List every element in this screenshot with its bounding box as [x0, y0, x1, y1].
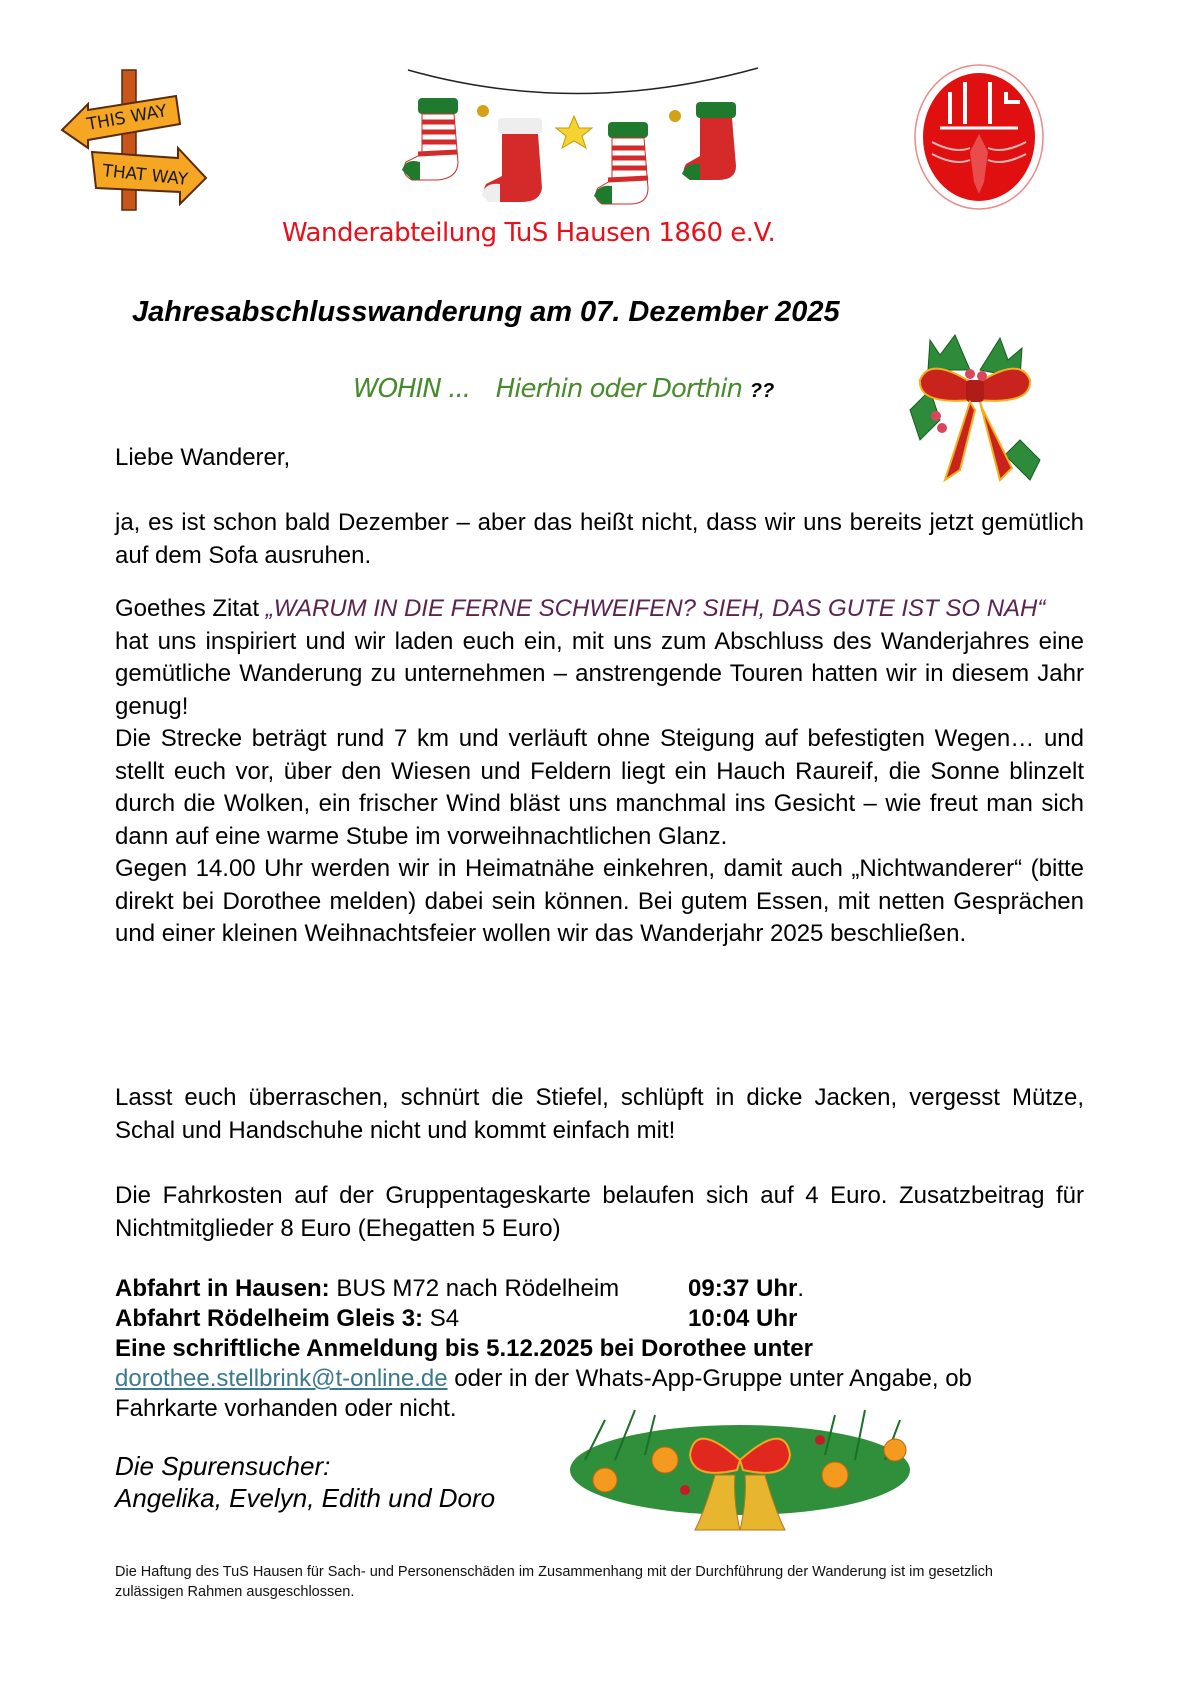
signature — [115, 1450, 495, 1514]
question-marks: ?? — [749, 380, 775, 402]
departure-row-hausen: Abfahrt in Hausen: BUS M72 nach Rödelheim 09:37 Uhr. — [115, 1275, 805, 1302]
signpost-top-text: THIS WAY — [85, 101, 169, 135]
signature-group: Die Spurensucher: — [115, 1451, 331, 1481]
greeting: Liebe Wanderer, — [115, 444, 291, 471]
route-description: Die Strecke beträgt rund 7 km und verläuft ohne Steigung auf befestigten Wegen… und stellt euch vor, über den Wiesen und Feldern liegt ein Hauch Raureif, die Sonne blinzelt durch die Wolken, ein frischer Wind bläst uns manchmal ins Gesicht – wie freut man sich dann auf eine warme Stube im vorweihnachtlichen Glanz. — [115, 725, 1084, 850]
christmas-garland-illustration — [565, 1400, 915, 1555]
signature-names: Angelika, Evelyn, Edith und Doro — [115, 1483, 496, 1513]
where-label: WOHIN ... — [353, 374, 470, 404]
email-link[interactable]: dorothee.stellbrink@t-online.de — [115, 1365, 448, 1392]
club-title: Wanderabteilung TuS Hausen 1860 e.V. — [282, 218, 776, 248]
quote-intro: Goethes Zitat — [115, 595, 266, 622]
destination-teaser — [353, 372, 774, 404]
dinner-text: Gegen 14.00 Uhr werden wir in Heimatnähe einkehren, damit auch „Nichtwanderer“ (bitte direkt bei Dorothee melden) dabei sein können. Bei gutem Essen, mit netten Gesprächen und einer kleinen Weihnachtsfeier wollen wir das Wanderjahr 2025 beschließen. — [115, 855, 1084, 947]
event-title: Jahresabschlusswanderung am 07. Dezember 2025 — [132, 296, 840, 328]
surprise-paragraph: Lasst euch überraschen, schnürt die Stiefel, schlüpft in dicke Jacken, vergesst Mütze, Schal und Handschuhe nicht und kommt einfach mit! — [115, 1084, 1084, 1144]
departure-time: 09:37 Uhr — [688, 1275, 798, 1302]
registration-heading: Eine schriftliche Anmeldung bis 5.12.2025 bei Dorothee unter — [115, 1335, 813, 1362]
goethe-quote: „WARUM IN DIE FERNE SCHWEIFEN? SIEH, DAS GUTE IST SO NAH“ — [265, 595, 1046, 622]
christmas-stockings-illustration — [398, 58, 768, 208]
club-logo — [910, 62, 1048, 212]
main-paragraph — [115, 593, 1084, 951]
signpost-bottom-text: THAT WAY — [101, 161, 189, 190]
signpost-illustration — [58, 66, 208, 212]
departure-row-roedelheim: Abfahrt Rödelheim Gleis 3: S4 10:04 Uhr — [115, 1305, 798, 1332]
intro-paragraph: ja, es ist schon bald Dezember – aber das heißt nicht, dass wir uns bereits jetzt gemütlich auf dem Sofa ausruhen. — [115, 509, 1084, 569]
where-text: Hierhin oder Dorthin — [495, 374, 742, 404]
liability-disclaimer: Die Haftung des TuS Hausen für Sach- und Personenschäden im Zusammenhang mit der Durchführung der Wanderung ist im gesetzlich zulässigen Rahmen ausgeschlossen. — [115, 1564, 993, 1600]
registration-note: Fahrkarte vorhanden oder nicht. — [115, 1395, 457, 1422]
invitation-text: hat uns inspiriert und wir laden euch ein, mit uns zum Abschluss des Wanderjahres eine gemütliche Wanderung zu unternehmen – anstrengende Touren hatten wir in diesem Jahr genug! — [115, 627, 1084, 720]
registration-contact: dorothee.stellbrink@t-online.de oder in der Whats-App-Gruppe unter Angabe, ob — [115, 1365, 972, 1392]
costs-paragraph: Die Fahrkosten auf der Gruppentageskarte belaufen sich auf 4 Euro. Zusatzbeitrag für Nichtmitglieder 8 Euro (Ehegatten 5 Euro) — [115, 1182, 1084, 1242]
departure-time: 10:04 Uhr — [688, 1305, 798, 1332]
